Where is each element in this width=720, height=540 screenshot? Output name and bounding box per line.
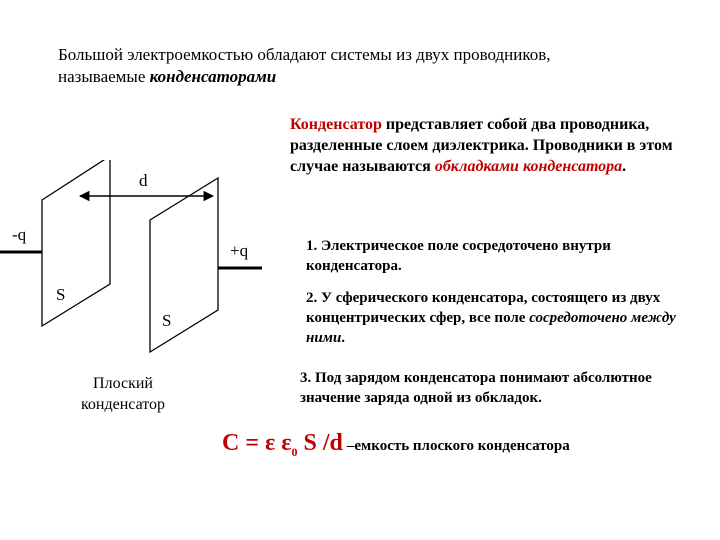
intro-line-1: Большой электроемкостью обладают системы из двух проводников, [58, 45, 551, 64]
point-2-text: 2. У сферического конденсатора, состоящего из двух концентрических сфер, все поле [306, 290, 661, 326]
formula-rhs: S /d [297, 430, 343, 456]
formula-description: –емкость плоского конденсатора [346, 438, 570, 454]
definition-text: представляет собой два проводника, разделенные слоем диэлектрика. Проводники в этом случае называются [290, 116, 673, 175]
caption-line-2: конденсатор [80, 396, 166, 413]
negative-plate [42, 160, 110, 326]
definition-term: Конденсатор [290, 116, 382, 133]
definition-plates-term: обкладками конденсатора [434, 158, 623, 175]
point-1: 1. Электрическое поле сосредоточено внутри конденсатора. [306, 238, 611, 274]
diagram-caption [68, 373, 178, 415]
area-label-right: S [162, 311, 172, 330]
capacitor-definition [290, 114, 710, 177]
area-label-left: S [56, 285, 66, 304]
point-3: 3. Под зарядом конденсатора понимают абсолютное значение заряда одной из обкладок. [300, 370, 652, 406]
point-2-end: . [341, 330, 346, 346]
capacitance-formula [222, 430, 570, 460]
formula-lhs: C = ε ε [222, 430, 292, 456]
definition-end: . [622, 158, 627, 175]
intro-line-2 [58, 66, 698, 88]
distance-label: d [139, 171, 148, 190]
formula-expression [222, 430, 343, 459]
point-2 [306, 288, 706, 348]
caption-line-1: Плоский [93, 375, 153, 392]
positive-plate [150, 178, 218, 352]
intro-text [58, 44, 698, 88]
point-2-emphasis: сосредоточено между ними [306, 310, 676, 346]
intro-line-2-prefix: называемые [58, 67, 150, 86]
positive-charge-label: +q [230, 241, 249, 260]
intro-capacitors-term: конденсаторами [149, 67, 277, 86]
formula-subscript: 0 [291, 444, 298, 459]
capacitor-diagram [0, 160, 290, 370]
negative-charge-label: -q [12, 225, 27, 244]
